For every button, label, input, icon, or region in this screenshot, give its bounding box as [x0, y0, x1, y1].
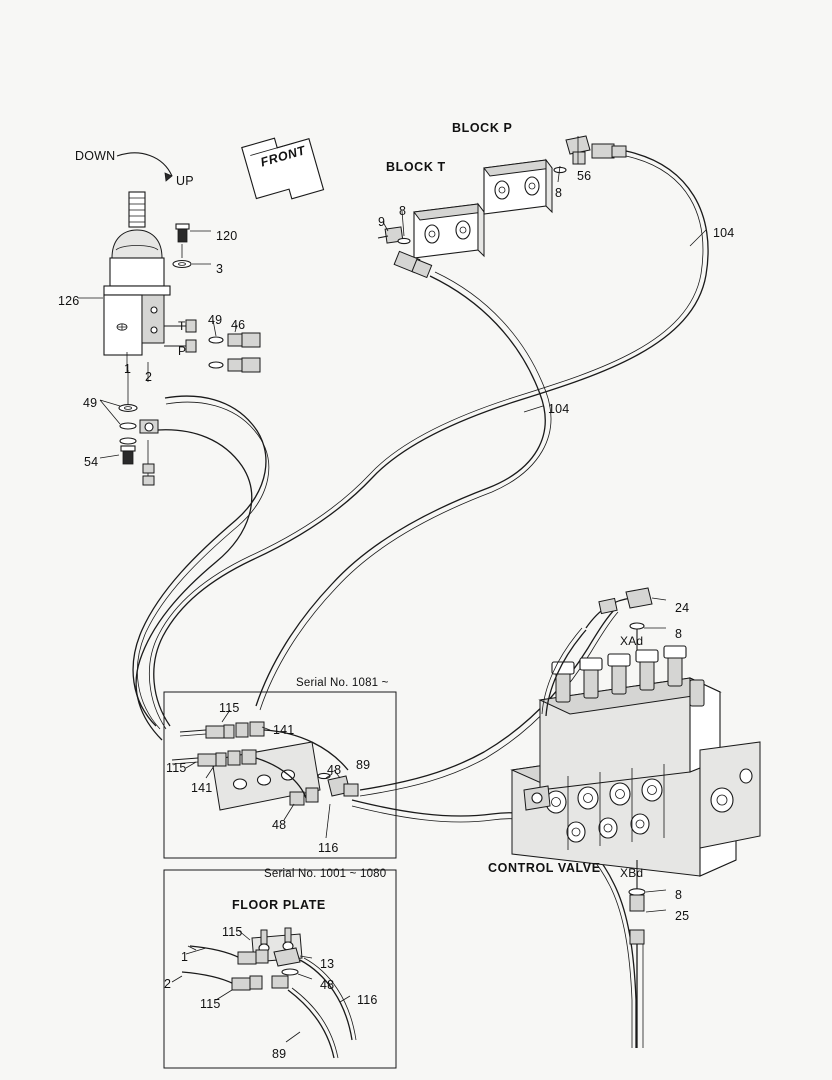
- part-callout: 115: [222, 925, 243, 939]
- label-block-t: BLOCK T: [386, 160, 446, 174]
- part-callout: 56: [577, 169, 592, 183]
- part-callout: 115: [166, 761, 187, 775]
- block-t-assembly: [378, 204, 484, 277]
- label-front: FRONT: [259, 143, 308, 170]
- part-callout: 48: [320, 978, 335, 992]
- label-port-p: P: [178, 344, 187, 358]
- part-callout: 141: [273, 723, 295, 737]
- part-callout: 115: [200, 997, 221, 1011]
- part-callout: 89: [356, 758, 371, 772]
- part-callout: 9: [378, 215, 386, 229]
- label-port-xbd: XBd: [620, 866, 644, 880]
- label-serial-lower: Serial No. 1001 ~ 1080: [264, 868, 387, 880]
- part-callout: 104: [548, 402, 570, 416]
- part-callout: 2: [164, 977, 172, 991]
- label-floor-plate: FLOOR PLATE: [232, 898, 326, 912]
- label-serial-upper: Serial No. 1081 ~: [296, 677, 389, 689]
- part-callout: 8: [675, 888, 683, 902]
- part-callout: 1: [181, 950, 189, 964]
- part-callout: 3: [216, 262, 224, 276]
- serial-1081-panel: [164, 692, 396, 858]
- part-callout: 141: [191, 781, 213, 795]
- label-up: UP: [176, 174, 194, 188]
- part-callout: 115: [219, 701, 240, 715]
- label-block-p: BLOCK P: [452, 121, 513, 135]
- label-port-xad: XAd: [620, 634, 644, 648]
- control-valve-assembly: [512, 588, 760, 1048]
- part-callout: 89: [272, 1047, 287, 1061]
- part-callout: 116: [318, 841, 339, 855]
- hose-104-lower: [256, 272, 551, 710]
- part-callout: 49: [208, 313, 223, 327]
- part-callout: 120: [216, 229, 238, 243]
- label-control-valve: CONTROL VALVE: [488, 861, 601, 875]
- hose-joystick-to-plate: [133, 396, 269, 740]
- part-callout: 8: [399, 204, 407, 218]
- part-callout: 1: [124, 362, 132, 376]
- part-callout: 25: [675, 909, 690, 923]
- part-callout: 54: [84, 455, 99, 469]
- front-arrow-icon: [242, 129, 324, 208]
- part-callout: 2: [145, 370, 153, 384]
- part-callout: 24: [675, 601, 690, 615]
- part-callout: 8: [555, 186, 563, 200]
- part-callout: 48: [327, 763, 342, 777]
- block-p-assembly: [484, 136, 626, 214]
- part-callout: 46: [231, 318, 246, 332]
- part-callout: 49: [83, 396, 98, 410]
- part-callout: 116: [357, 993, 378, 1007]
- part-callout: 126: [58, 294, 80, 308]
- label-port-t: T: [178, 319, 186, 333]
- part-callout: 13: [320, 957, 335, 971]
- label-down: DOWN: [75, 149, 116, 163]
- part-callout: 8: [675, 627, 683, 641]
- part-callout: 48: [272, 818, 287, 832]
- part-callout: 104: [713, 226, 735, 240]
